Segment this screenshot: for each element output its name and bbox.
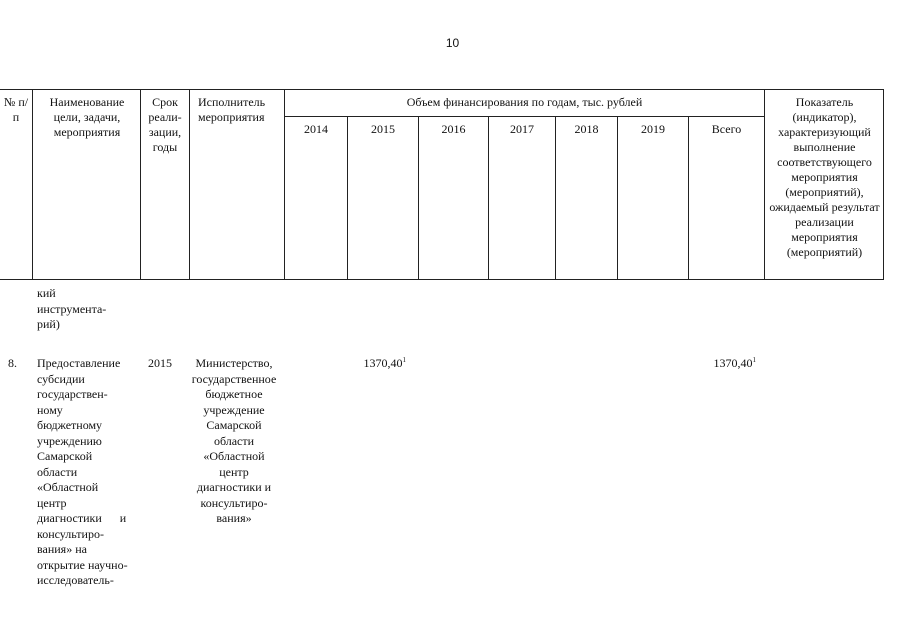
header-year-2019: 2019 [641,122,665,136]
col-line-9 [617,116,618,280]
header-num: № п/п [3,95,29,124]
row-executor-line: центр [219,464,249,479]
years-divider [284,116,764,117]
header-year-2016: 2016 [441,122,466,136]
amount-2015-value: 1370,40 [363,356,403,370]
amount-total [690,356,756,372]
row-executor-line: консультиро- [200,495,268,510]
header-funding: Объем финансирования по годам, тыс. рублей [406,95,643,109]
header-indicator: Показатель (индикатор), характеризующий выполнение соответствующего мероприятия (мероприятий), ожидаемый результат реализации мероприятия (мероприятий) [769,95,880,259]
col-line-10 [688,116,689,280]
col-line-8 [555,116,556,280]
row-name-line: субсидии [37,371,85,386]
col-line-1 [32,89,33,280]
row-name-line: вания» на [37,542,87,556]
continuation-text: кий инструмента-рий) [37,286,107,331]
row-name-line: Самарской [37,449,93,463]
row-name-line: центр [37,495,67,510]
row-number: 8. [8,356,17,370]
header-year-2014: 2014 [304,122,328,136]
row-name-line: области [37,464,78,479]
header-name: Наименование цели, задачи, мероприятия [49,95,125,139]
row-executor-line: Министерство, [195,356,273,370]
amount-2015 [340,356,406,372]
row-name-line: исследователь- [37,573,114,587]
row-executor-line: учреждение [203,402,265,417]
row-name-line: открытие научно- [37,557,128,572]
col-line-11 [764,89,765,280]
col-line-4 [284,89,285,280]
row-name-line: бюджетному [37,418,103,432]
row-executor-line: государственное [191,371,277,386]
header-term: Срок реали-зации, годы [148,95,182,154]
row-executor [182,356,286,527]
row-name-line: ному [37,402,63,417]
col-line-2 [140,89,141,280]
header-year-2018: 2018 [574,122,599,136]
row-name-line: консультиро- [37,526,104,541]
row-executor-line: диагностики и [196,480,272,494]
col-line-5 [347,116,348,280]
row-executor-line: области [213,433,255,448]
page-number: 10 [445,36,460,50]
row-executor-line: бюджетное [205,387,263,401]
header-top-border [0,89,884,90]
row-name-line: «Областной [37,480,99,494]
row-executor-line: Самарской [206,418,262,432]
row-name-line: учреждению [37,433,102,448]
header-right-border [883,89,884,280]
col-line-3 [189,89,190,280]
amount-total-value: 1370,40 [713,356,753,370]
row-name-line: диагностики и [37,511,127,525]
row-name [37,356,141,589]
table-header [0,89,884,280]
row-name-line: государствен- [37,387,108,401]
row-name-line: Предоставление [37,356,121,370]
col-line-6 [418,116,419,280]
header-total: Всего [711,122,742,136]
header-year-2015: 2015 [371,122,395,136]
col-line-7 [488,116,489,280]
row-year: 2015 [148,356,172,370]
header-year-2017: 2017 [510,122,534,136]
footnote-mark: 1 [752,356,756,364]
footnote-mark: 1 [402,356,406,364]
row-executor-line: «Областной [203,449,265,463]
row-executor-line: вания» [216,511,252,525]
header-bottom-border [0,279,884,280]
header-executor: Исполнитель мероприятия [198,95,266,124]
